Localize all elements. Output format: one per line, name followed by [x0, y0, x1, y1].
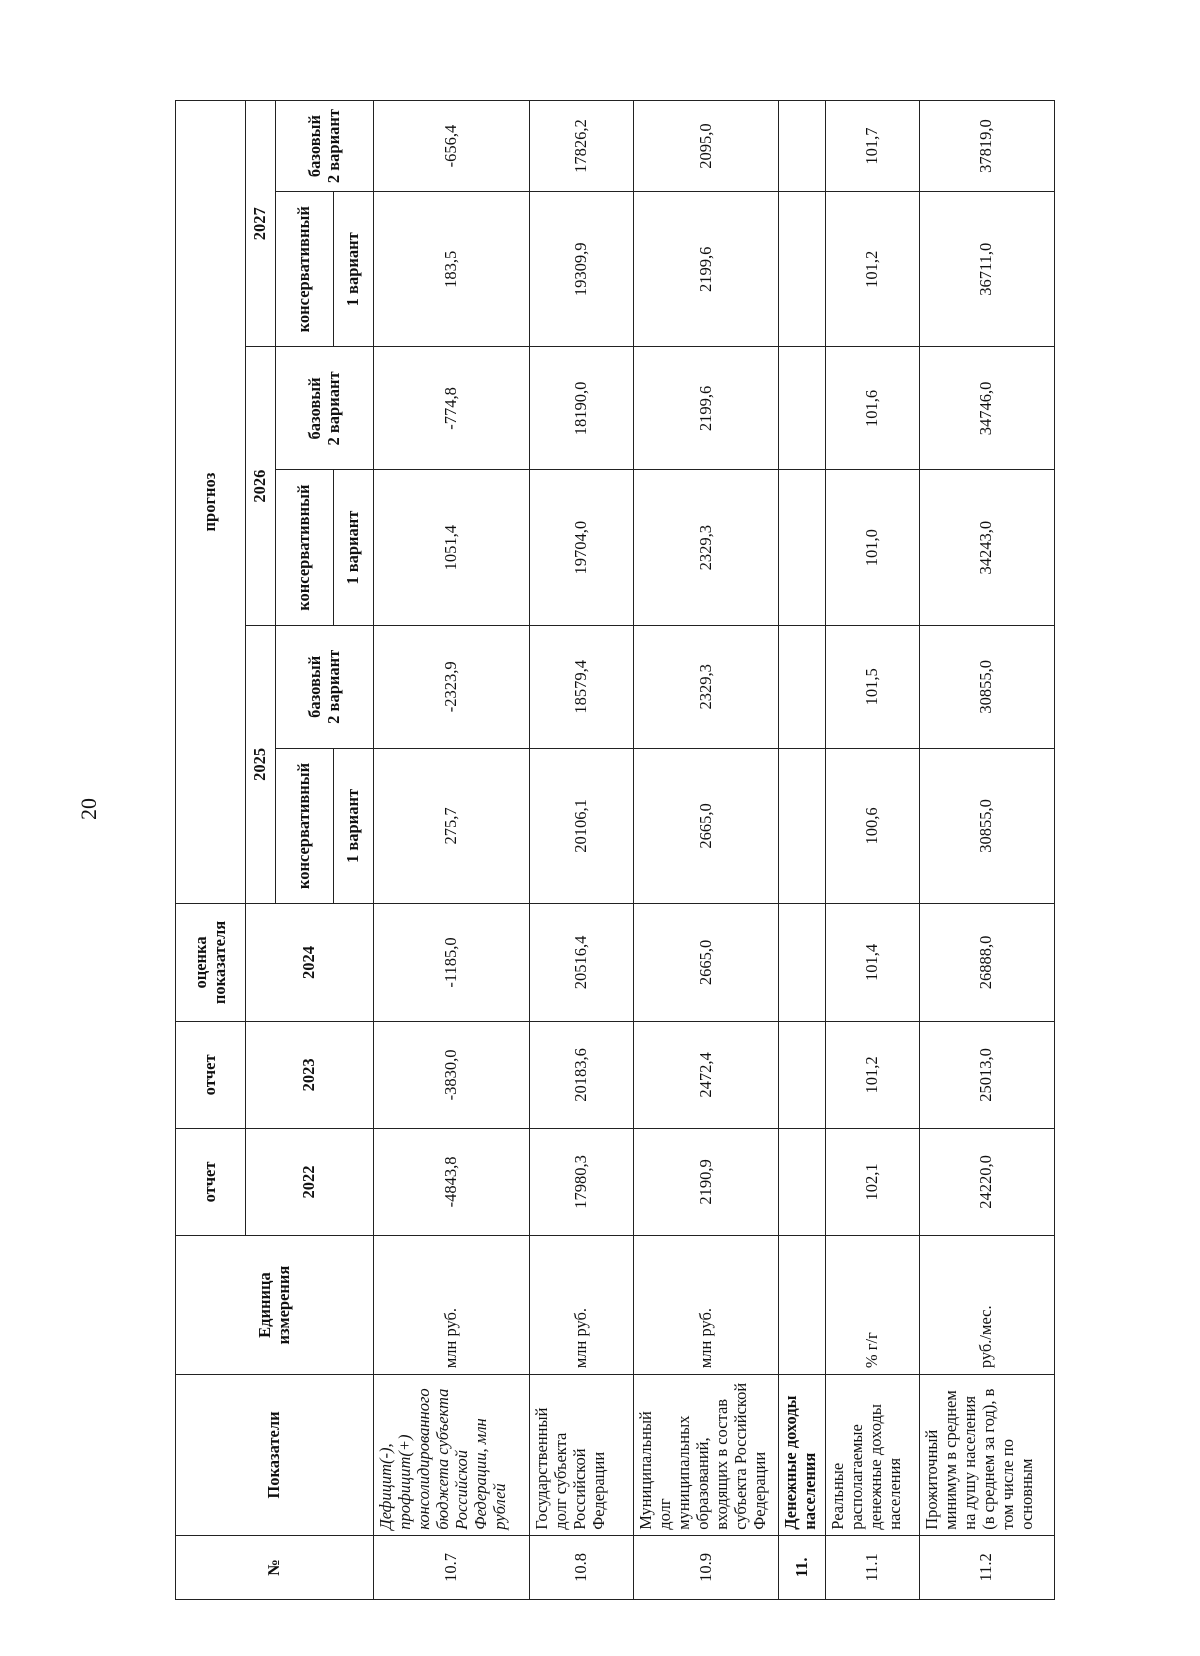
header-2026-base-label: базовый: [304, 377, 324, 440]
row-indicator: Дефицит(-), профицит(+) консолидированного бюджета субъекта Российской Федерации, млн рублей: [374, 1375, 530, 1536]
row-value: 20106,1: [530, 748, 634, 903]
header-2025-base: [276, 625, 374, 748]
row-value: 24220,0: [919, 1128, 1054, 1235]
row-unit: млн руб.: [634, 1235, 779, 1374]
header-report-2023: отчет: [176, 1021, 246, 1128]
row-number: 11.1: [826, 1535, 920, 1599]
row-value: 2190,9: [634, 1128, 779, 1235]
header-year-2025: 2025: [246, 625, 276, 903]
table-row: [779, 101, 826, 1600]
header-year-2027: 2027: [246, 101, 276, 347]
header-year-2026: 2026: [246, 347, 276, 625]
row-value: [779, 101, 826, 192]
row-value: 2472,4: [634, 1021, 779, 1128]
row-value: [779, 347, 826, 470]
row-number: 11.: [779, 1535, 826, 1599]
header-no: №: [176, 1535, 374, 1599]
row-value: 102,1: [826, 1128, 920, 1235]
row-indicator: Государственный долг субъекта Российской Федерации: [530, 1375, 634, 1536]
row-value: [779, 904, 826, 1022]
header-forecast: прогноз: [176, 101, 246, 904]
row-value: 20183,6: [530, 1021, 634, 1128]
row-value: -656,4: [374, 101, 530, 192]
row-value: 101,5: [826, 625, 920, 748]
header-2027-base: [276, 101, 374, 192]
header-2027-variant2: 2 вариант: [323, 109, 343, 184]
row-value: 101,6: [826, 347, 920, 470]
row-unit: руб./мес.: [919, 1235, 1054, 1374]
row-value: [779, 748, 826, 903]
row-value: 37819,0: [919, 101, 1054, 192]
header-2027-conservative: консервативный: [276, 192, 334, 347]
row-value: 30855,0: [919, 748, 1054, 903]
row-value: 101,7: [826, 101, 920, 192]
row-value: 275,7: [374, 748, 530, 903]
row-unit: [779, 1235, 826, 1374]
row-value: 2199,6: [634, 192, 779, 347]
header-year-2024: 2024: [246, 904, 374, 1022]
header-estimate: оценка показателя: [176, 904, 246, 1022]
row-unit: млн руб.: [530, 1235, 634, 1374]
row-value: [779, 470, 826, 625]
row-value: 101,0: [826, 470, 920, 625]
table-row: [826, 101, 920, 1600]
row-value: 2329,3: [634, 470, 779, 625]
row-value: 20516,4: [530, 904, 634, 1022]
page-number: 20: [76, 798, 101, 820]
row-value: 101,4: [826, 904, 920, 1022]
row-value: 101,2: [826, 192, 920, 347]
row-indicator: Денежные доходы населения: [779, 1375, 826, 1536]
rotated-table-container: [175, 100, 1055, 1600]
header-2026-conservative: консервативный: [276, 470, 334, 625]
header-2026-base: [276, 347, 374, 470]
header-2026-variant2: 2 вариант: [323, 371, 343, 446]
row-indicator: Прожиточный минимум в среднем на душу населения (в среднем за год), в том числе по основным: [919, 1375, 1054, 1536]
row-value: 25013,0: [919, 1021, 1054, 1128]
row-value: 18579,4: [530, 625, 634, 748]
row-value: 101,2: [826, 1021, 920, 1128]
row-number: 10.7: [374, 1535, 530, 1599]
row-number: 10.8: [530, 1535, 634, 1599]
header-2025-variant2: 2 вариант: [323, 649, 343, 724]
header-2025-variant1: 1 вариант: [334, 748, 374, 903]
row-value: 183,5: [374, 192, 530, 347]
row-value: 26888,0: [919, 904, 1054, 1022]
table-row: [374, 101, 530, 1600]
row-value: [779, 625, 826, 748]
row-value: -774,8: [374, 347, 530, 470]
header-year-2023: 2023: [246, 1021, 374, 1128]
row-value: [779, 1021, 826, 1128]
row-value: -3830,0: [374, 1021, 530, 1128]
header-indicator: Показатели: [176, 1375, 374, 1536]
row-indicator: Реальные располагаемые денежные доходы населения: [826, 1375, 920, 1536]
row-value: 1051,4: [374, 470, 530, 625]
row-value: 17826,2: [530, 101, 634, 192]
row-number: 10.9: [634, 1535, 779, 1599]
row-value: 36711,0: [919, 192, 1054, 347]
row-value: 100,6: [826, 748, 920, 903]
table-row: [634, 101, 779, 1600]
header-report-2022: отчет: [176, 1128, 246, 1235]
header-unit: Единица измерения: [176, 1235, 374, 1374]
row-value: 2095,0: [634, 101, 779, 192]
row-value: -2323,9: [374, 625, 530, 748]
table-row: [919, 101, 1054, 1600]
header-2025-base-label: базовый: [304, 655, 324, 718]
header-2027-base-label: базовый: [304, 114, 324, 178]
row-value: 17980,3: [530, 1128, 634, 1235]
row-value: [779, 1128, 826, 1235]
forecast-table: [175, 100, 1055, 1600]
row-value: 19704,0: [530, 470, 634, 625]
row-unit: млн руб.: [374, 1235, 530, 1374]
row-value: 19309,9: [530, 192, 634, 347]
row-unit: % г/г: [826, 1235, 920, 1374]
row-value: 2199,6: [634, 347, 779, 470]
header-2025-conservative: консервативный: [276, 748, 334, 903]
row-value: -4843,8: [374, 1128, 530, 1235]
row-value: 30855,0: [919, 625, 1054, 748]
header-2026-variant1: 1 вариант: [334, 470, 374, 625]
row-value: 18190,0: [530, 347, 634, 470]
row-value: 34746,0: [919, 347, 1054, 470]
row-value: [779, 192, 826, 347]
row-indicator: Муниципальный долг муниципальных образований, входящих в состав субъекта Российской Федерации: [634, 1375, 779, 1536]
table-row: [530, 101, 634, 1600]
row-number: 11.2: [919, 1535, 1054, 1599]
row-value: 2329,3: [634, 625, 779, 748]
row-value: 2665,0: [634, 748, 779, 903]
header-2027-variant1: 1 вариант: [334, 192, 374, 347]
header-year-2022: 2022: [246, 1128, 374, 1235]
row-value: -1185,0: [374, 904, 530, 1022]
row-value: 34243,0: [919, 470, 1054, 625]
row-value: 2665,0: [634, 904, 779, 1022]
